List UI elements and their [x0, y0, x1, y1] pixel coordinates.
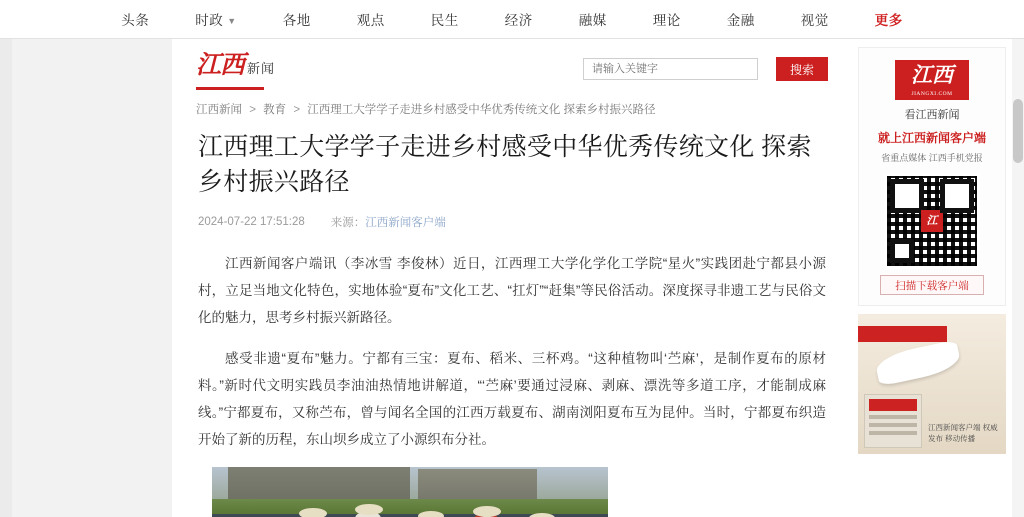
nav-item-rongmei[interactable]	[569, 7, 617, 31]
breadcrumb-separator: >	[293, 104, 301, 116]
app-logo	[895, 60, 969, 100]
nav-label: 更多	[874, 13, 903, 28]
ad-thumbnail-line	[869, 431, 917, 435]
source-label: 来源：	[330, 217, 366, 229]
nav-label: 时政	[195, 13, 224, 28]
nav-label: 头条	[121, 13, 150, 28]
image-hat	[299, 508, 327, 517]
app-promo-line3: 省重点媒体 江西手机党报	[881, 153, 983, 163]
breadcrumb	[172, 95, 852, 117]
app-logo-text: 江西	[911, 63, 953, 87]
image-hat	[418, 511, 444, 517]
search-area	[583, 57, 828, 81]
app-logo-subtext: JIANGXI.COM	[911, 91, 953, 97]
breadcrumb-item-current[interactable]: 江西理工大学学子走进乡村感受中华优秀传统文化 探索乡村振兴路径	[307, 104, 656, 116]
download-app-button[interactable]: 扫描下载客户端	[880, 275, 984, 295]
nav-item-guandian[interactable]	[347, 7, 395, 31]
main-content	[172, 39, 852, 517]
breadcrumb-separator: >	[249, 104, 256, 116]
nav-label: 理论	[652, 13, 681, 28]
nav-label: 观点	[356, 13, 385, 28]
article-meta	[198, 214, 826, 230]
page-title: 江西理工大学学子走进乡村感受中华优秀传统文化 探索乡村振兴路径	[198, 134, 812, 196]
chevron-down-icon: ▼	[227, 16, 237, 27]
nav-label: 各地	[282, 13, 311, 28]
nav-item-jingji[interactable]	[495, 7, 543, 31]
nav-label: 经济	[504, 13, 533, 28]
article-image	[212, 467, 608, 517]
top-navigation-items	[111, 7, 912, 31]
ad-banner-text: 江西新闻客户端 权威发布 移动传播	[928, 423, 998, 443]
nav-item-shizheng[interactable]	[185, 7, 246, 31]
airplane-icon	[874, 340, 962, 387]
qr-center-logo: 江	[921, 210, 943, 232]
article	[172, 117, 852, 517]
ad-thumbnail-line	[869, 423, 917, 427]
logo-subtitle: 新闻	[247, 61, 276, 76]
logo-mark: 江西	[196, 52, 245, 79]
search-button[interactable]: 搜索	[776, 57, 828, 81]
article-paragraph: 感受非遗“夏布”魅力。宁都有三宝：夏布、稻米、三杯鸡。“这种植物叫‘苎麻’，是制作夏布的原材料。”新时代文明实践员李油油热情地讲解道，“‘苎麻’要通过浸麻、剥麻、漂洗等多道工序，才能制成麻线。”宁都夏布，又称苎布，曾与闻名全国的江西万载夏布、湖南浏阳夏布互为昆仲。当时，宁都夏布织造开始了新的历程，东山坝乡成立了小源织布分社。	[198, 351, 826, 447]
nav-label: 金融	[726, 13, 755, 28]
qr-code-icon	[884, 173, 980, 269]
top-navigation-bar	[0, 0, 1024, 39]
article-paragraph: 江西新闻客户端讯（李冰雪 李俊林）近日，江西理工大学化学化工学院“星火”实践团赴宁都县小源村，立足当地文化特色，实地体验“夏布”文化工艺、“扛灯”“赶集”等民俗活动。深度探寻非遗工艺与民俗文化的魅力，思考乡村振兴新路径。	[198, 256, 826, 325]
scrollbar-thumb[interactable]	[1013, 99, 1023, 163]
app-promo-line1: 看江西新闻	[904, 109, 960, 121]
nav-label: 视觉	[800, 13, 829, 28]
nav-label: 民生	[430, 13, 459, 28]
secondary-ad-banner[interactable]	[858, 314, 1006, 454]
search-input[interactable]	[583, 58, 758, 80]
article-timestamp: 2024-07-22 17:51:28	[198, 216, 305, 228]
app-promo-card[interactable]	[858, 47, 1006, 306]
ad-banner-accent	[858, 326, 947, 342]
image-hat	[355, 504, 383, 515]
article-body	[198, 250, 826, 453]
logo-underline	[196, 87, 264, 90]
page-scrollbar[interactable]	[1012, 39, 1024, 517]
site-logo[interactable]	[196, 53, 275, 78]
nav-item-shijue[interactable]	[791, 7, 839, 31]
source-link[interactable]: 江西新闻客户端	[365, 217, 446, 229]
ad-thumbnail-accent	[869, 399, 917, 411]
nav-item-more[interactable]	[865, 7, 913, 31]
breadcrumb-item-home[interactable]: 江西新闻	[196, 104, 242, 116]
nav-label: 融媒	[578, 13, 607, 28]
nav-item-toutiao[interactable]	[111, 7, 159, 31]
nav-item-gedi[interactable]	[273, 7, 321, 31]
image-hat	[529, 513, 555, 517]
site-header	[172, 39, 852, 95]
nav-item-minsheng[interactable]	[421, 7, 469, 31]
breadcrumb-item-education[interactable]: 教育	[263, 104, 287, 116]
qr-finder-bottom-left	[890, 239, 914, 263]
ad-thumbnail-line	[869, 415, 917, 419]
nav-item-jinrong[interactable]	[717, 7, 765, 31]
app-promo-line2: 就上江西新闻客户端	[877, 131, 986, 145]
article-source	[331, 214, 446, 230]
ad-thumbnail	[864, 394, 922, 448]
nav-item-lilun[interactable]	[643, 7, 691, 31]
right-sidebar	[852, 39, 1012, 517]
